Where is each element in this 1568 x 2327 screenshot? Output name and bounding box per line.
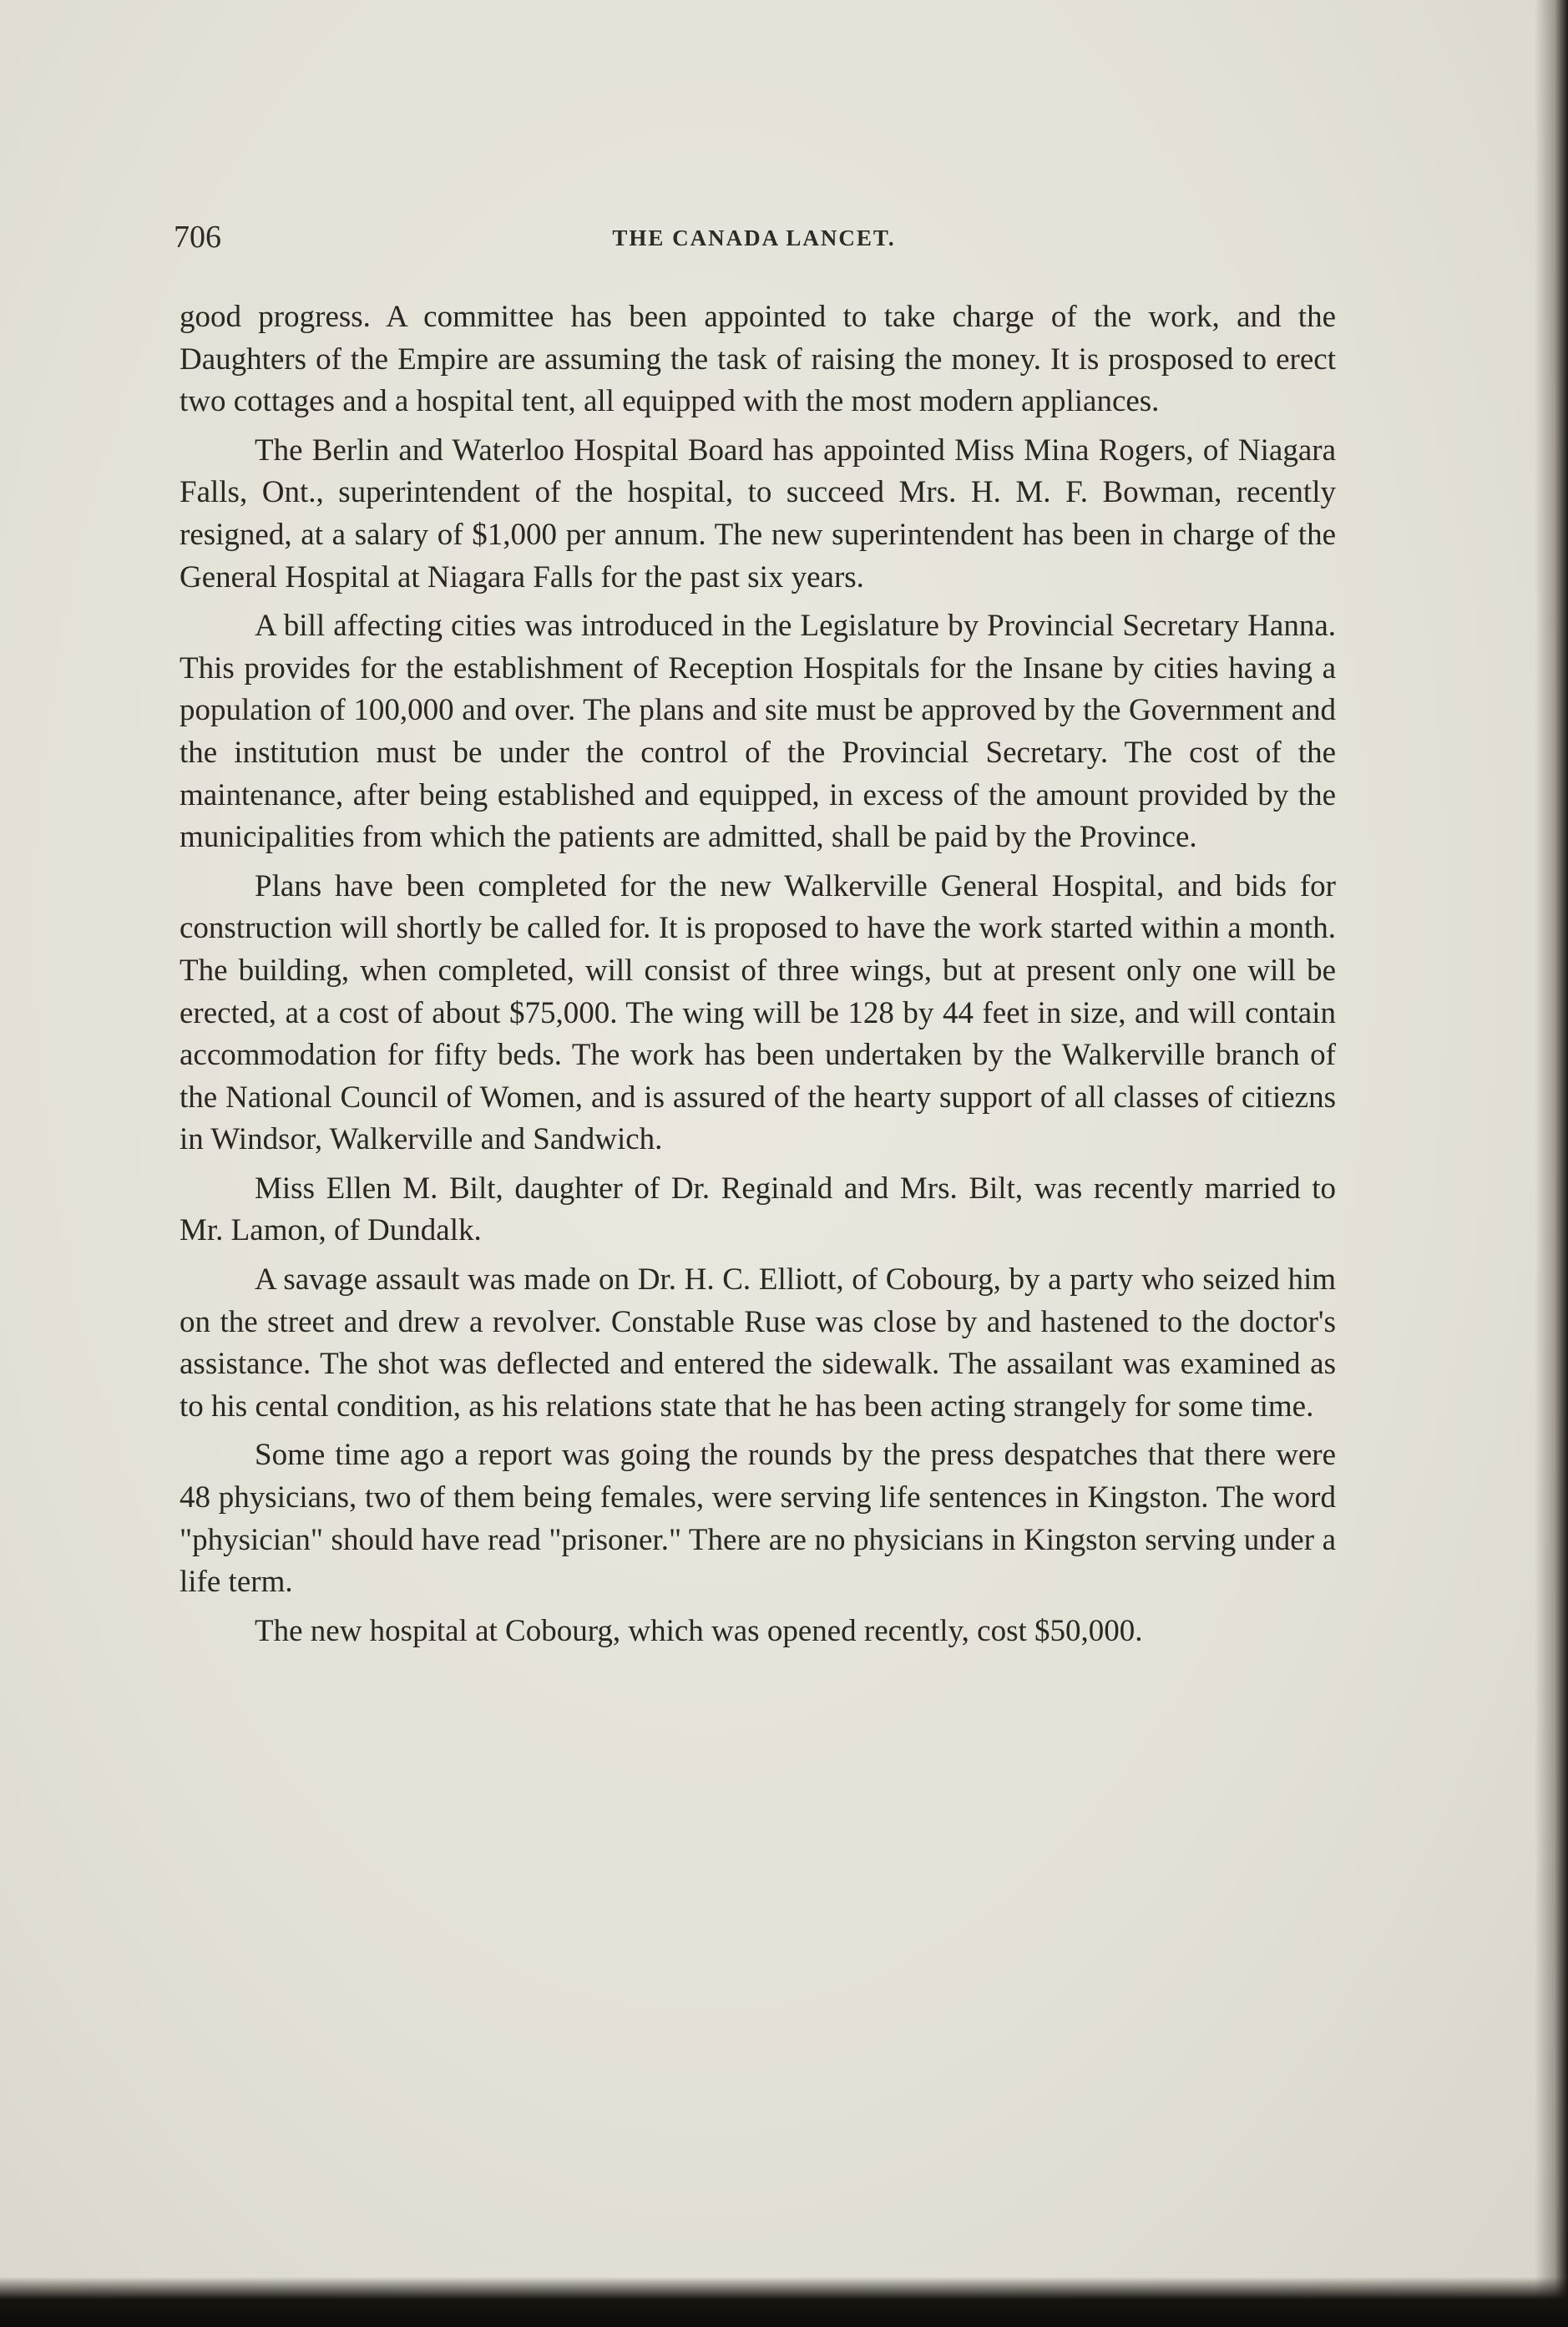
paragraph-1: good progress. A committee has been appointed to take charge of the work, and the Daughters of the Empire are assuming the task of raising the money. It is prosposed to erect two cottages and a hospital tent, all equipped with the most modern appliances. (180, 300, 1336, 419)
scan-bottom-edge (0, 2277, 1568, 2327)
binding-shadow (1535, 0, 1568, 2327)
paragraph-5: Miss Ellen M. Bilt, daughter of Dr. Reginald and Mrs. Bilt, was recently married to Mr. Lamon, of Dundalk. (180, 1171, 1336, 1248)
running-head: THE CANADA LANCET. (612, 225, 896, 250)
article-body (180, 296, 1336, 1659)
paragraph-6: A savage assault was made on Dr. H. C. Elliott, of Cobourg, by a party who seized him on the street and drew a revolver. Constable Ruse was close by and hastened to the doctor's assistance. The shot was deflected and entered the sidewalk. The assailant was examined as to his cental condition, as his relations state that he has been acting strangely for some time. (180, 1262, 1336, 1424)
paragraph-2: The Berlin and Waterloo Hospital Board has appointed Miss Mina Rogers, of Niagara Falls, Ont., superintendent of the hospital, to succeed Mrs. H. M. F. Bowman, recently resigned, at a salary of $1,000 per annum. The new superintendent has been in charge of the General Hospital at Niagara Falls for the past six years. (180, 433, 1336, 594)
page-number: 706 (174, 220, 221, 255)
paragraph-8: The new hospital at Cobourg, which was opened recently, cost $50,000. (255, 1613, 1143, 1648)
paragraph-4: Plans have been completed for the new Walkerville General Hospital, and bids for construction will shortly be called for. It is proposed to have the work started within a month. The building, when completed, will consist of three wings, but at present only one will be erected, at a cost of about $75,000. The wing will be 128 by 44 feet in size, and will contain accommodation for fifty beds. The work has been undertaken by the Walkerville branch of the National Council of Women, and is assured of the hearty support of all classes of citiezns in Windsor, Walkerville and Sandwich. (180, 868, 1336, 1157)
paragraph-3: A bill affecting cities was introduced in the Legislature by Provincial Secretary Hanna. This provides for the establishment of Reception Hospitals for the Insane by cities having a population of 100,000 and over. The plans and site must be approved by the Government and the institution must be under the control of the Provincial Secretary. The cost of the maintenance, after being established and equipped, in excess of the amount provided by the municipalities from which the patients are admitted, shall be paid by the Province. (180, 609, 1336, 855)
page-header (174, 219, 1334, 261)
paragraph-7: Some time ago a report was going the rounds by the press despatches that there were 48 physicians, two of them being females, were serving life sentences in Kingston. The word "physician" should have read "prisoner." There are no physicians in Kingston serving under a life term. (180, 1438, 1336, 1600)
